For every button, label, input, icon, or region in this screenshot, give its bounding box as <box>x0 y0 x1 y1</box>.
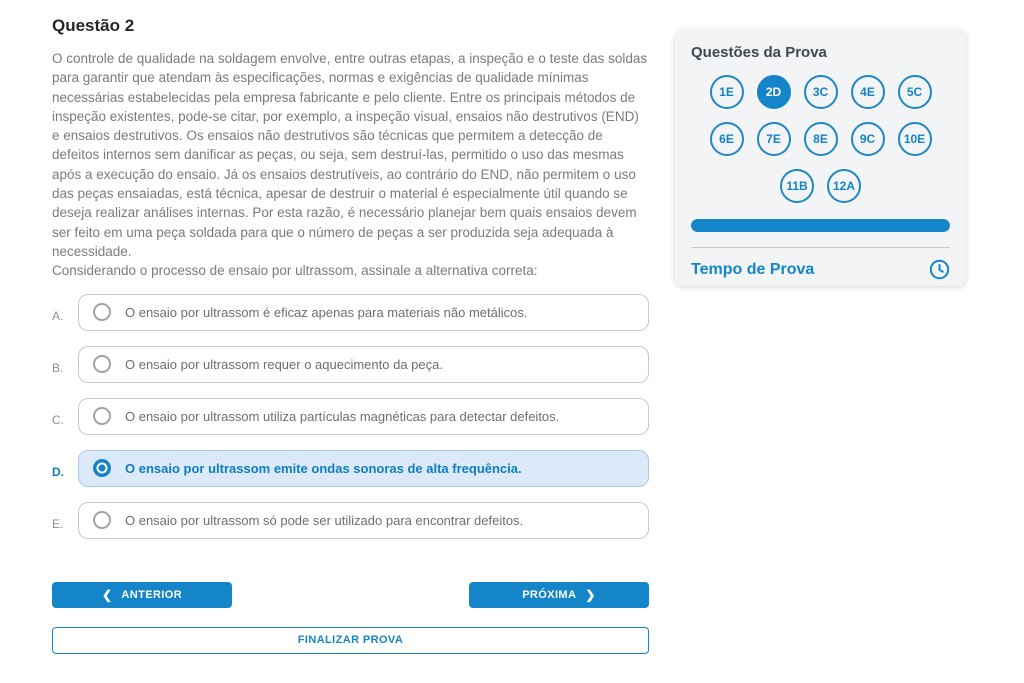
option-row-a <box>52 294 649 331</box>
radio-button-icon[interactable] <box>93 355 111 373</box>
question-title: Questão 2 <box>52 16 135 35</box>
option-letter: E. <box>52 517 64 532</box>
option-letter: D. <box>52 465 64 480</box>
radio-button-icon[interactable] <box>93 407 111 425</box>
question-text: O controle de qualidade na soldagem envolve, entre outras etapas, a inspeção e o teste das soldas para garantir que atendam às especificações, normas e exigências de qualidade mínimas necessárias estabelecidas pela empresa fabricante e pelo cliente. Entre os principais métodos de inspeção existentes, pode-se citar, por exemplo, a inspeção visual, ensaios não destrutivos (END) e ensaios destrutivos. Os ensaios não destrutivos são técnicas que permitem a detecção de defeitos internos sem danificar as peças, ou seja, sem destruí-las, permitido o uso das mesmas após a execução do ensaio. Já os ensaios destrutíveis, ao contrário do END, não permitem o uso das peças ensaiadas, está técnica, apesar de destruir o material é especialmente útil quando se deseja realizar análises internas. Por esta razão, é necessário planejar bem quais ensaios devem ser feito em uma peça soldada para que o número de peças a ser produzida seja adequada à necessidade. <box>52 51 648 259</box>
option-text: O ensaio por ultrassom é eficaz apenas para materiais não metálicos. <box>125 304 528 320</box>
radio-button-icon[interactable] <box>93 303 111 321</box>
option-row-c <box>52 398 649 435</box>
exam-questions-card <box>675 30 966 286</box>
question-nav-4[interactable]: 4E <box>851 75 885 109</box>
option-letter: A. <box>52 309 64 324</box>
option-text: O ensaio por ultrassom emite ondas sonoras de alta frequência. <box>125 460 522 476</box>
question-nav-6[interactable]: 6E <box>710 122 744 156</box>
option-d[interactable] <box>78 450 649 487</box>
option-text: O ensaio por ultrassom só pode ser utilizado para encontrar defeitos. <box>125 512 524 528</box>
clock-icon <box>929 259 950 280</box>
question-nav-grid <box>691 75 950 203</box>
question-prompt: Considerando o processo de ensaio por ultrassom, assinale a alternativa correta: <box>52 263 538 279</box>
question-nav-1[interactable]: 1E <box>710 75 744 109</box>
question-nav-3[interactable]: 3C <box>804 75 838 109</box>
sidebar-divider <box>691 247 950 248</box>
question-nav-2[interactable]: 2D <box>757 75 791 109</box>
radio-button-selected-icon[interactable] <box>93 459 111 477</box>
question-nav-7[interactable]: 7E <box>757 122 791 156</box>
option-text: O ensaio por ultrassom utiliza partículas magnéticas para detectar defeitos. <box>125 408 560 424</box>
sidebar-title: Questões da Prova <box>691 44 827 61</box>
option-row-d <box>52 450 649 487</box>
options-list <box>52 294 649 539</box>
previous-button-label: ANTERIOR <box>121 588 183 601</box>
question-nav-8[interactable]: 8E <box>804 122 838 156</box>
question-nav-buttons <box>52 582 649 608</box>
question-nav-10[interactable]: 10E <box>898 122 932 156</box>
next-button-label: PRÓXIMA <box>522 588 577 601</box>
question-nav-12[interactable]: 12A <box>827 169 861 203</box>
option-c[interactable] <box>78 398 649 435</box>
exam-progress-bar <box>691 219 950 232</box>
option-text: O ensaio por ultrassom requer o aquecimento da peça. <box>125 356 443 372</box>
option-a[interactable] <box>78 294 649 331</box>
chevron-right-icon: ❯ <box>585 587 596 602</box>
option-b[interactable] <box>78 346 649 383</box>
chevron-left-icon: ❮ <box>101 587 113 602</box>
finish-exam-button[interactable]: FINALIZAR PROVA <box>52 627 649 654</box>
question-nav-9[interactable]: 9C <box>851 122 885 156</box>
question-nav-5[interactable]: 5C <box>898 75 932 109</box>
option-letter: C. <box>52 413 64 428</box>
timer-label: Tempo de Prova <box>691 260 815 278</box>
previous-button[interactable] <box>52 582 232 608</box>
option-letter: B. <box>52 361 64 376</box>
option-e[interactable] <box>78 502 649 539</box>
radio-button-icon[interactable] <box>93 511 111 529</box>
question-panel <box>52 16 649 654</box>
exam-progress-fill <box>691 219 950 232</box>
exam-timer <box>691 259 950 280</box>
next-button[interactable] <box>469 582 649 608</box>
option-row-e <box>52 502 649 539</box>
option-row-b <box>52 346 649 383</box>
question-nav-11[interactable]: 11B <box>780 169 814 203</box>
